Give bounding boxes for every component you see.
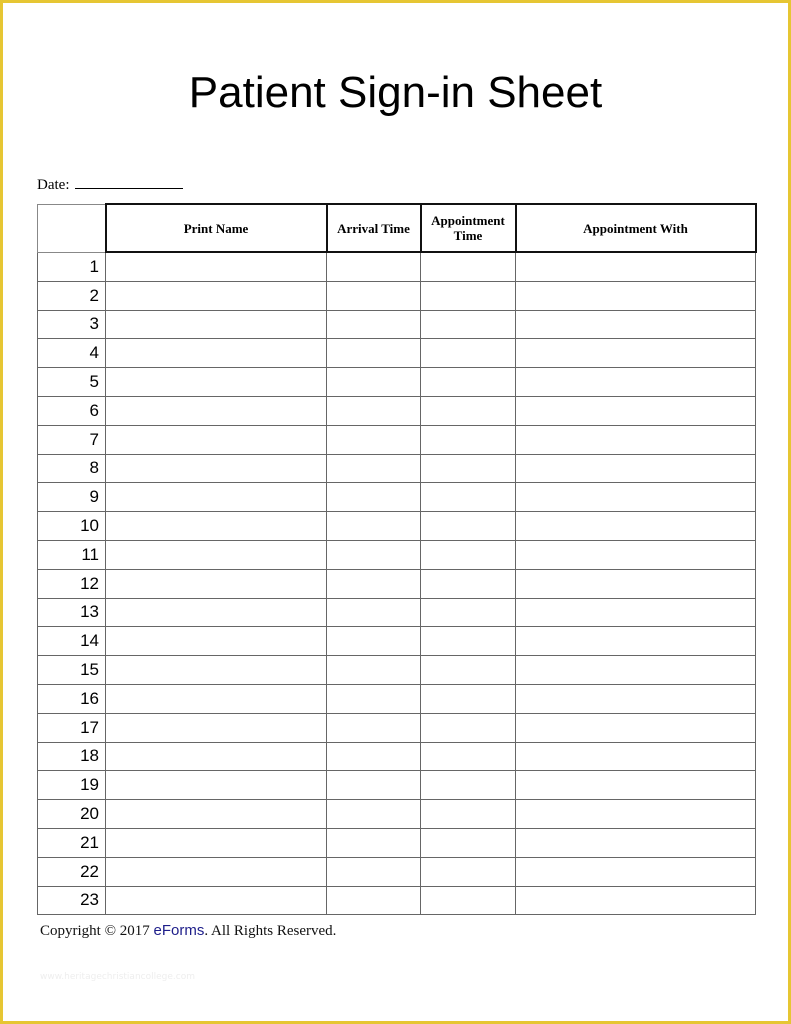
cell-print-name[interactable]	[106, 483, 327, 512]
cell-appointment-with[interactable]	[516, 454, 756, 483]
cell-print-name[interactable]	[106, 569, 327, 598]
cell-appointment-with[interactable]	[516, 800, 756, 829]
cell-appointment-with[interactable]	[516, 857, 756, 886]
cell-appointment-time[interactable]	[421, 598, 516, 627]
table-row	[38, 886, 756, 915]
cell-appointment-time[interactable]	[421, 425, 516, 454]
table-row	[38, 339, 756, 368]
table-row	[38, 771, 756, 800]
row-number: 9	[38, 483, 106, 512]
cell-arrival-time[interactable]	[327, 252, 421, 281]
row-number: 19	[38, 771, 106, 800]
table-row	[38, 425, 756, 454]
header-appointment-with: Appointment With	[516, 204, 756, 252]
row-number: 18	[38, 742, 106, 771]
cell-print-name[interactable]	[106, 339, 327, 368]
table-row	[38, 310, 756, 339]
copyright-prefix: Copyright © 2017	[40, 923, 154, 939]
date-field	[37, 174, 183, 194]
cell-arrival-time[interactable]	[327, 281, 421, 310]
row-number: 11	[38, 540, 106, 569]
date-label: Date:	[37, 177, 70, 193]
row-number: 13	[38, 598, 106, 627]
cell-arrival-time[interactable]	[327, 627, 421, 656]
cell-appointment-time[interactable]	[421, 339, 516, 368]
row-number: 8	[38, 454, 106, 483]
cell-print-name[interactable]	[106, 771, 327, 800]
cell-arrival-time[interactable]	[327, 368, 421, 397]
cell-print-name[interactable]	[106, 627, 327, 656]
cell-appointment-with[interactable]	[516, 569, 756, 598]
row-number: 23	[38, 886, 106, 915]
cell-print-name[interactable]	[106, 310, 327, 339]
cell-print-name[interactable]	[106, 684, 327, 713]
row-number: 20	[38, 800, 106, 829]
cell-appointment-time[interactable]	[421, 684, 516, 713]
cell-appointment-with[interactable]	[516, 512, 756, 541]
table-row	[38, 713, 756, 742]
cell-appointment-with[interactable]	[516, 310, 756, 339]
table-row	[38, 396, 756, 425]
cell-appointment-with[interactable]	[516, 339, 756, 368]
cell-appointment-with[interactable]	[516, 886, 756, 915]
cell-print-name[interactable]	[106, 454, 327, 483]
table-row	[38, 742, 756, 771]
cell-print-name[interactable]	[106, 800, 327, 829]
row-number: 12	[38, 569, 106, 598]
cell-arrival-time[interactable]	[327, 425, 421, 454]
cell-appointment-time[interactable]	[421, 512, 516, 541]
cell-appointment-time[interactable]	[421, 857, 516, 886]
copyright	[40, 922, 336, 940]
cell-arrival-time[interactable]	[327, 656, 421, 685]
table-row	[38, 828, 756, 857]
row-number: 1	[38, 252, 106, 281]
page-title: Patient Sign-in Sheet	[188, 68, 603, 117]
row-number: 10	[38, 512, 106, 541]
table-row	[38, 483, 756, 512]
row-number: 14	[38, 627, 106, 656]
cell-appointment-time[interactable]	[421, 252, 516, 281]
table-row	[38, 512, 756, 541]
cell-print-name[interactable]	[106, 396, 327, 425]
cell-print-name[interactable]	[106, 512, 327, 541]
row-number: 4	[38, 339, 106, 368]
cell-print-name[interactable]	[106, 828, 327, 857]
table-row	[38, 540, 756, 569]
cell-arrival-time[interactable]	[327, 454, 421, 483]
cell-appointment-with[interactable]	[516, 656, 756, 685]
row-number: 16	[38, 684, 106, 713]
cell-print-name[interactable]	[106, 252, 327, 281]
cell-appointment-with[interactable]	[516, 281, 756, 310]
cell-appointment-time[interactable]	[421, 800, 516, 829]
cell-appointment-time[interactable]	[421, 627, 516, 656]
date-blank[interactable]	[75, 174, 183, 189]
row-number: 22	[38, 857, 106, 886]
cell-appointment-with[interactable]	[516, 771, 756, 800]
cell-print-name[interactable]	[106, 857, 327, 886]
header-number	[38, 204, 106, 252]
cell-print-name[interactable]	[106, 656, 327, 685]
cell-arrival-time[interactable]	[327, 598, 421, 627]
cell-arrival-time[interactable]	[327, 800, 421, 829]
copyright-suffix: . All Rights Reserved.	[204, 923, 337, 939]
cell-print-name[interactable]	[106, 540, 327, 569]
table-row	[38, 627, 756, 656]
cell-appointment-with[interactable]	[516, 396, 756, 425]
cell-appointment-time[interactable]	[421, 569, 516, 598]
row-number: 17	[38, 713, 106, 742]
cell-arrival-time[interactable]	[327, 713, 421, 742]
table-row	[38, 656, 756, 685]
row-number: 7	[38, 425, 106, 454]
cell-appointment-with[interactable]	[516, 483, 756, 512]
cell-print-name[interactable]	[106, 598, 327, 627]
cell-print-name[interactable]	[106, 886, 327, 915]
cell-print-name[interactable]	[106, 425, 327, 454]
cell-arrival-time[interactable]	[327, 569, 421, 598]
cell-appointment-time[interactable]	[421, 742, 516, 771]
cell-print-name[interactable]	[106, 281, 327, 310]
row-number: 15	[38, 656, 106, 685]
cell-arrival-time[interactable]	[327, 828, 421, 857]
cell-arrival-time[interactable]	[327, 512, 421, 541]
header-arrival-time: Arrival Time	[327, 204, 421, 252]
cell-arrival-time[interactable]	[327, 396, 421, 425]
table-row	[38, 569, 756, 598]
cell-appointment-time[interactable]	[421, 396, 516, 425]
cell-appointment-time[interactable]	[421, 454, 516, 483]
table-row	[38, 857, 756, 886]
cell-print-name[interactable]	[106, 742, 327, 771]
cell-appointment-time[interactable]	[421, 886, 516, 915]
sign-in-table	[37, 203, 757, 915]
cell-appointment-with[interactable]	[516, 627, 756, 656]
cell-appointment-time[interactable]	[421, 310, 516, 339]
row-number: 3	[38, 310, 106, 339]
cell-arrival-time[interactable]	[327, 310, 421, 339]
row-number: 2	[38, 281, 106, 310]
table-row	[38, 252, 756, 281]
watermark: www.heritagechristiancollege.com	[40, 972, 195, 982]
cell-arrival-time[interactable]	[327, 857, 421, 886]
header-print-name: Print Name	[106, 204, 327, 252]
cell-appointment-with[interactable]	[516, 368, 756, 397]
cell-appointment-time[interactable]	[421, 540, 516, 569]
cell-appointment-with[interactable]	[516, 828, 756, 857]
cell-appointment-with[interactable]	[516, 742, 756, 771]
cell-appointment-with[interactable]	[516, 684, 756, 713]
cell-print-name[interactable]	[106, 368, 327, 397]
cell-appointment-time[interactable]	[421, 656, 516, 685]
cell-appointment-time[interactable]	[421, 483, 516, 512]
table-row	[38, 281, 756, 310]
header-appointment-time: Appointment Time	[421, 204, 516, 252]
cell-arrival-time[interactable]	[327, 771, 421, 800]
cell-appointment-with[interactable]	[516, 713, 756, 742]
table-row	[38, 684, 756, 713]
cell-print-name[interactable]	[106, 713, 327, 742]
cell-appointment-with[interactable]	[516, 598, 756, 627]
row-number: 21	[38, 828, 106, 857]
cell-arrival-time[interactable]	[327, 684, 421, 713]
cell-arrival-time[interactable]	[327, 742, 421, 771]
row-number: 6	[38, 396, 106, 425]
cell-arrival-time[interactable]	[327, 339, 421, 368]
table-row	[38, 598, 756, 627]
cell-appointment-with[interactable]	[516, 425, 756, 454]
brand-link[interactable]: eForms	[153, 922, 205, 939]
cell-appointment-with[interactable]	[516, 540, 756, 569]
cell-appointment-time[interactable]	[421, 771, 516, 800]
cell-arrival-time[interactable]	[327, 483, 421, 512]
table-row	[38, 800, 756, 829]
cell-arrival-time[interactable]	[327, 886, 421, 915]
row-number: 5	[38, 368, 106, 397]
cell-appointment-with[interactable]	[516, 252, 756, 281]
table-row	[38, 368, 756, 397]
cell-appointment-time[interactable]	[421, 281, 516, 310]
cell-appointment-time[interactable]	[421, 713, 516, 742]
cell-appointment-time[interactable]	[421, 828, 516, 857]
cell-arrival-time[interactable]	[327, 540, 421, 569]
cell-appointment-time[interactable]	[421, 368, 516, 397]
table-row	[38, 454, 756, 483]
